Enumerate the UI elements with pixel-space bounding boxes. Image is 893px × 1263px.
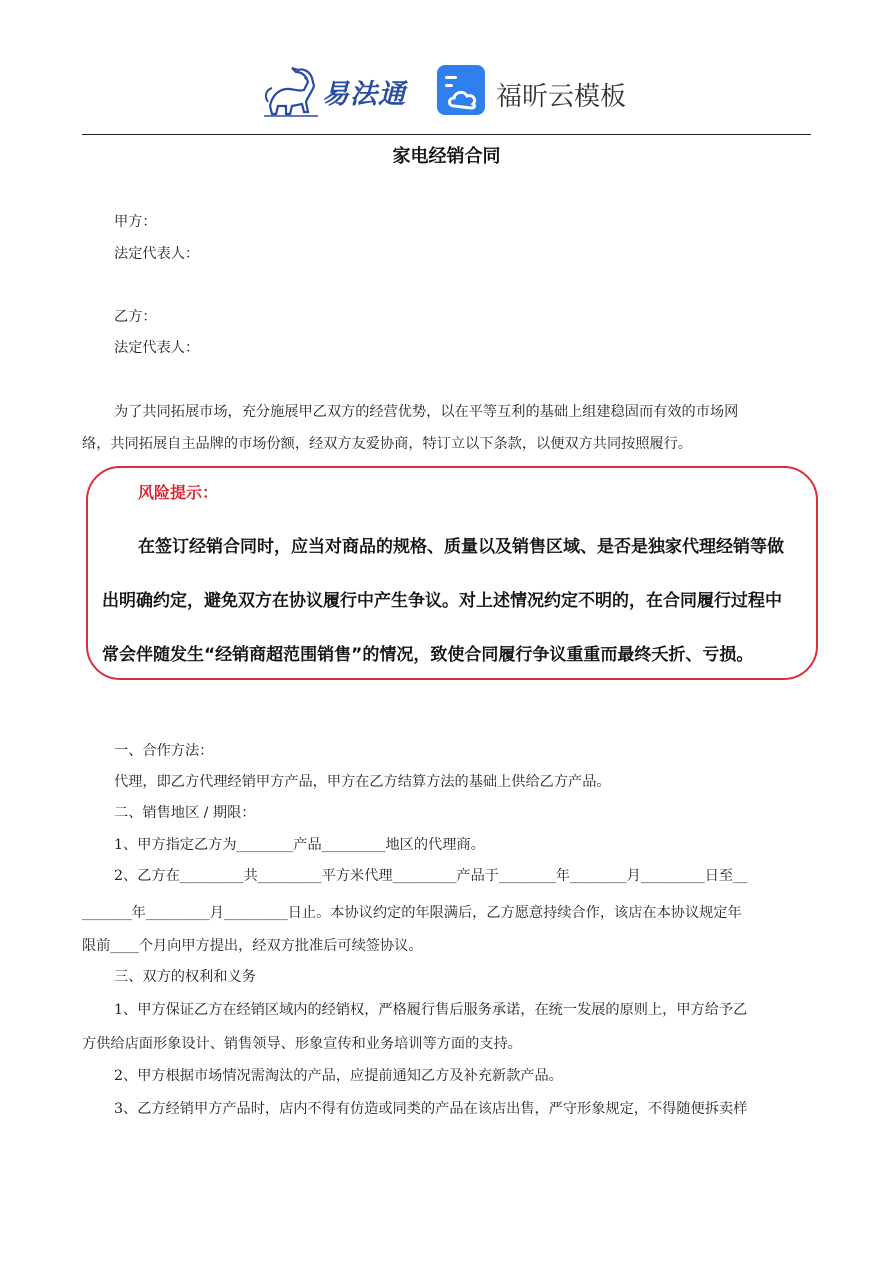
risk-notice-box: [86, 466, 818, 680]
logo2-text: 福昕云模板: [496, 82, 627, 112]
section-3-item-3: 3、乙方经销甲方产品时，店内不得有仿造或同类的产品在该店出售，严守形象规定，不得随便拆卖样: [114, 1101, 748, 1117]
section-3-title: 三、双方的权利和义务: [114, 969, 256, 985]
risk-notice-title: 风险提示：: [138, 483, 219, 502]
party-b-label: 乙方：: [114, 309, 157, 325]
risk-line-2: 出明确约定，避免双方在协议履行中产生争议。对上述情况约定不明的，在合同履行过程中: [102, 591, 782, 611]
section-2-item-1: 1、甲方指定乙方为________产品_________地区的代理商。: [114, 837, 485, 853]
section-1-body: 代理，即乙方代理经销甲方产品，甲方在乙方结算方法的基础上供给乙方产品。: [114, 774, 611, 790]
foxit-template-logo: [436, 64, 646, 118]
intro-line-2: 络，共同拓展自主品牌的市场份额，经双方友爱协商，特订立以下条款，以便双方共同按照履行。: [82, 436, 693, 452]
intro-line-1: 为了共同拓展市场，充分施展甲乙双方的经营优势，以在平等互利的基础上组建稳固而有效的市场网: [114, 404, 739, 420]
yifatong-logo: [262, 62, 412, 120]
party-b-rep-label: 法定代表人：: [114, 340, 200, 356]
section-1-title: 一、合作方法：: [114, 743, 214, 759]
risk-line-1: 在签订经销合同时，应当对商品的规格、质量以及销售区域、是否是独家代理经销等做: [138, 537, 784, 557]
section-2-item-2-line-1: 2、乙方在_________共_________平方米代理_________产品于________年________月_________日至__: [114, 868, 748, 884]
header-divider: [82, 134, 811, 135]
section-3-item-1-line-2: 方供给店面形象设计、销售领导、形象宣传和业务培训等方面的支持。: [82, 1036, 522, 1052]
section-3-item-2: 2、甲方根据市场情况需淘汰的产品，应提前通知乙方及补充新款产品。: [114, 1068, 563, 1084]
qilin-icon: [262, 62, 320, 120]
section-2-title: 二、销售地区 / 期限：: [114, 805, 256, 821]
header-logos: [0, 58, 893, 124]
cloud-doc-icon: [436, 64, 486, 116]
section-2-item-2-line-2: _______年_________月_________日止。本协议约定的年限满后，乙方愿意持续合作，该店在本协议规定年: [82, 905, 742, 921]
party-a-label: 甲方：: [114, 214, 157, 230]
section-2-item-2-line-3: 限前____个月向甲方提出，经双方批准后可续签协议。: [82, 938, 423, 954]
risk-line-3: 常会伴随发生“经销商超范围销售”的情况，致使合同履行争议重重而最终夭折、亏损。: [102, 645, 754, 665]
logo1-text: 易法通: [322, 79, 406, 110]
party-a-rep-label: 法定代表人：: [114, 246, 200, 262]
page-title: 家电经销合同: [392, 146, 501, 167]
section-3-item-1-line-1: 1、甲方保证乙方在经销区域内的经销权，严格履行售后服务承诺，在统一发展的原则上，甲方给予乙: [114, 1002, 748, 1018]
